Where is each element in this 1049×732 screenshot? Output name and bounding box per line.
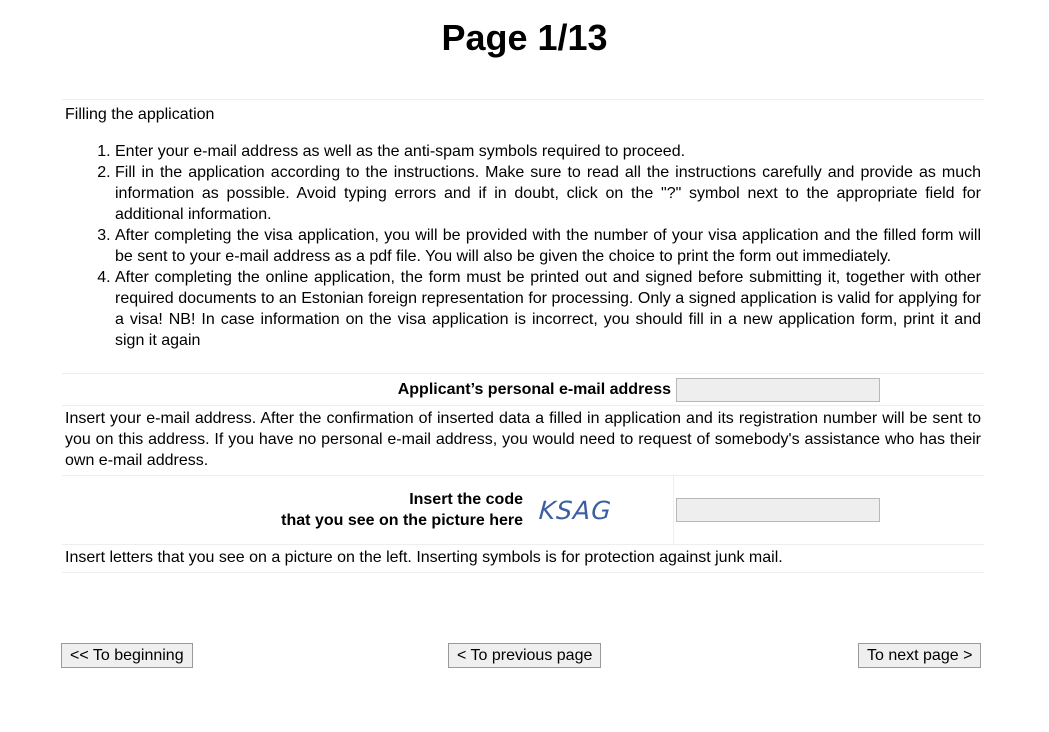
email-label: Applicant’s personal e-mail address	[397, 381, 671, 398]
captcha-help-text: Insert letters that you see on a picture on the left. Inserting symbols is for protection against junk mail.	[65, 549, 783, 566]
instruction-item: 2. Fill in the application according to the instructions. Make sure to read all the instructions carefully and provide as much information as possible. Avoid typing errors and if in doubt, click on the "?" symbol next to the appropriate field for additional information.	[115, 162, 981, 225]
captcha-label-line2: that you see on the picture here	[281, 512, 523, 529]
instruction-item: 1. Enter your e-mail address as well as the anti-spam symbols required to proceed.	[115, 141, 981, 162]
captcha-image	[527, 476, 674, 544]
application-form	[62, 99, 984, 573]
captcha-row	[62, 476, 984, 544]
email-help-text: Insert your e-mail address. After the confirmation of inserted data a filled in application and its registration number will be sent to you on this address. If you have no personal e-mail address, you would need to request of somebody's assistance who has their own e-mail address.	[65, 410, 981, 469]
next-page-button[interactable]: To next page >	[858, 643, 981, 668]
instructions-heading: Filling the application	[65, 106, 215, 123]
email-row	[62, 374, 984, 405]
captcha-field[interactable]	[676, 498, 880, 522]
page-title: Page 1/13	[441, 17, 608, 58]
instruction-item: 4. After completing the online application, the form must be printed out and signed before submitting it, together with other required documents to an Estonian foreign representation for processing. Only a signed application is valid for applying for a visa! NB! In case information on the visa application is incorrect, you should fill in a new application form, print it and sign it again	[115, 267, 981, 351]
captcha-label	[62, 476, 527, 544]
captcha-label-line1: Insert the code	[409, 491, 523, 508]
divider	[62, 572, 984, 573]
previous-page-button[interactable]: < To previous page	[448, 643, 601, 668]
email-field[interactable]	[676, 378, 880, 402]
instruction-item: 3. After completing the visa application, you will be provided with the number of your visa application and the filled form will be sent to your e-mail address as a pdf file. You will also be given the choice to print the form out immediately.	[115, 225, 981, 267]
captcha-field-cell	[674, 476, 880, 544]
to-beginning-button[interactable]: << To beginning	[61, 643, 193, 668]
captcha-image-text: KSAG	[537, 495, 613, 525]
instructions-list	[62, 141, 984, 351]
